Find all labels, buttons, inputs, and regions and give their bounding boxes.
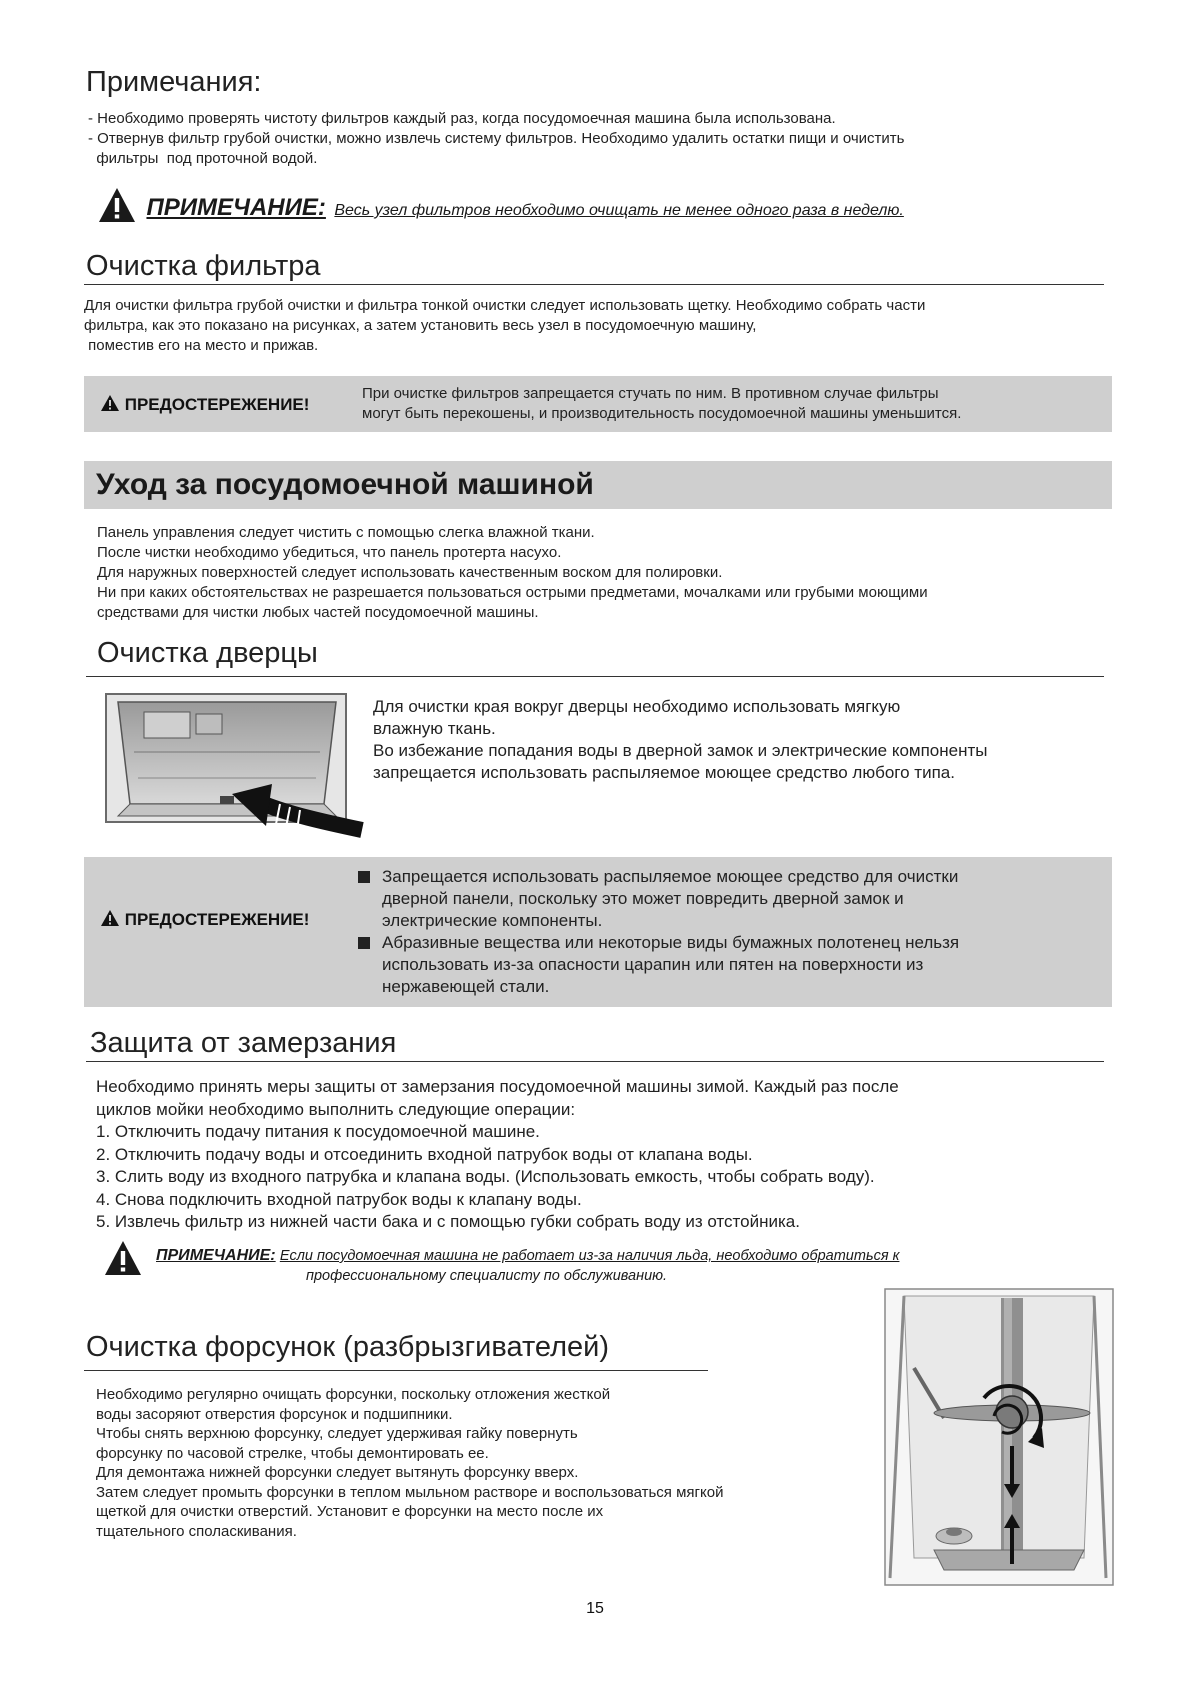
freeze-rule <box>86 1061 1104 1062</box>
freeze-note-line2: профессиональному специалисту по обслуживанию. <box>306 1268 668 1284</box>
spray-arms-title: Очистка форсунок (разбрызгивателей) <box>86 1331 609 1363</box>
spray-arm-illustration <box>884 1288 1114 1586</box>
door-cleaning-rule <box>86 676 1104 677</box>
warning-triangle-icon <box>104 1240 142 1276</box>
care-section-header <box>84 461 1112 509</box>
freeze-note-label: ПРИМЕЧАНИЕ: <box>156 1247 276 1264</box>
warning-triangle-icon <box>100 909 120 927</box>
door-caution-box <box>84 857 1112 1007</box>
door-caution-label: ПРЕДОСТЕРЕЖЕНИЕ! <box>124 910 310 929</box>
freeze-text: Необходимо принять меры защиты от замерзания посудомоечной машины зимой. Каждый раз после циклов мойки необходимо выполнить следующие операции: 1. Отключить подачу питания к посудомоечной машине. 2. Отключить подачу воды и отсоединить входной патрубок воды от клапана воды. 3. Слить воду из входного патрубка и клапана воды. (Использовать емкость, чтобы собрать воду). 4. Снова подключить входной патрубок воды к клапану воды. 5. Извлечь фильтр из нижней части бака и с помощью губки собрать воду из отстойника. <box>96 1077 899 1231</box>
filter-caution-label-wrap <box>100 394 309 415</box>
filter-caution-text: При очистке фильтров запрещается стучать по ним. В противном случае фильтры могут быть перекошены, и производительность посудомоечной машины уменьшится. <box>362 385 962 422</box>
notes-text: - Необходимо проверять чистоту фильтров каждый раз, когда посудомоечная машина была использована. - Отвернув фильтр грубой очистки, можно извлечь систему фильтров. Необходимо удалить остатки пищи и очистить фильтры под проточной водой. <box>88 110 905 167</box>
warning-triangle-icon <box>100 394 120 412</box>
freeze-note <box>156 1247 899 1265</box>
care-section-title: Уход за посудомоечной машиной <box>96 468 594 501</box>
notes-warning <box>98 187 904 223</box>
freeze-note-line1: Если посудомоечная машина не работает из-за наличия льда, необходимо обратиться к <box>279 1248 900 1264</box>
square-bullet-icon <box>358 937 370 949</box>
warning-triangle-icon <box>98 187 136 223</box>
notes-warning-text: Весь узел фильтров необходимо очищать не менее одного раза в неделю. <box>334 202 904 219</box>
door-cleaning-text: Для очистки края вокруг дверцы необходимо использовать мягкую влажную ткань. Во избежание попадания воды в дверной замок и электрические компоненты запрещается использовать распыляемое моющее средство любого типа. <box>373 697 988 782</box>
square-bullet-icon <box>358 871 370 883</box>
door-caution-label-wrap <box>100 909 309 930</box>
notes-title: Примечания: <box>86 66 262 98</box>
filter-cleaning-title: Очистка фильтра <box>86 250 321 282</box>
filter-caution-box <box>84 376 1112 432</box>
door-cleaning-title: Очистка дверцы <box>97 637 318 669</box>
door-illustration <box>104 692 366 852</box>
notes-warning-label: ПРИМЕЧАНИЕ: <box>146 194 326 221</box>
page-number: 15 <box>586 1600 604 1617</box>
care-section-text: Панель управления следует чистить с помощью слегка влажной ткани. После чистки необходимо убедиться, что панель протерта насухо. Для наружных поверхностей следует использовать качественным воском для полировки. Ни при каких обстоятельствах не разрешается пользоваться острыми предметами, мочалками или грубыми моющими средствами для чистки любых частей посудомоечной машины. <box>97 524 928 621</box>
door-caution-text <box>358 866 959 998</box>
filter-cleaning-rule <box>84 284 1104 285</box>
spray-arms-text: Необходимо регулярно очищать форсунки, поскольку отложения жесткой воды засоряют отверстия форсунок и подшипники. Чтобы снять верхнюю форсунку, следует удерживая гайку повернуть форсунку по часовой стрелке, чтобы демонтировать ее. Для демонтажа нижней форсунки следует вытянуть форсунку вверх. Затем следует промыть форсунки в теплом мыльном растворе и воспользоваться мягкой щеткой для очистки отверстий. Установит е форсунки на место после их тщательного споласкивания. <box>96 1386 724 1540</box>
freeze-title: Защита от замерзания <box>90 1027 397 1059</box>
spray-arms-rule <box>84 1370 708 1371</box>
filter-cleaning-text: Для очистки фильтра грубой очистки и фильтра тонкой очистки следует использовать щетку. Необходимо собрать части фильтра, как это показано на рисунках, а затем установить весь узел в посудомоечную машину, поместив его на место и прижав. <box>84 297 926 354</box>
door-caution-bullet-2: Абразивные вещества или некоторые виды бумажных полотенец нельзя использовать из-за опасности царапин или пятен на поверхности из нержавеющей стали. <box>358 932 959 998</box>
filter-caution-label: ПРЕДОСТЕРЕЖЕНИЕ! <box>124 395 310 414</box>
door-caution-bullet-1: Запрещается использовать распыляемое моющее средство для очистки дверной панели, поскольку это может повредить дверной замок и электрические компоненты. <box>358 866 959 932</box>
